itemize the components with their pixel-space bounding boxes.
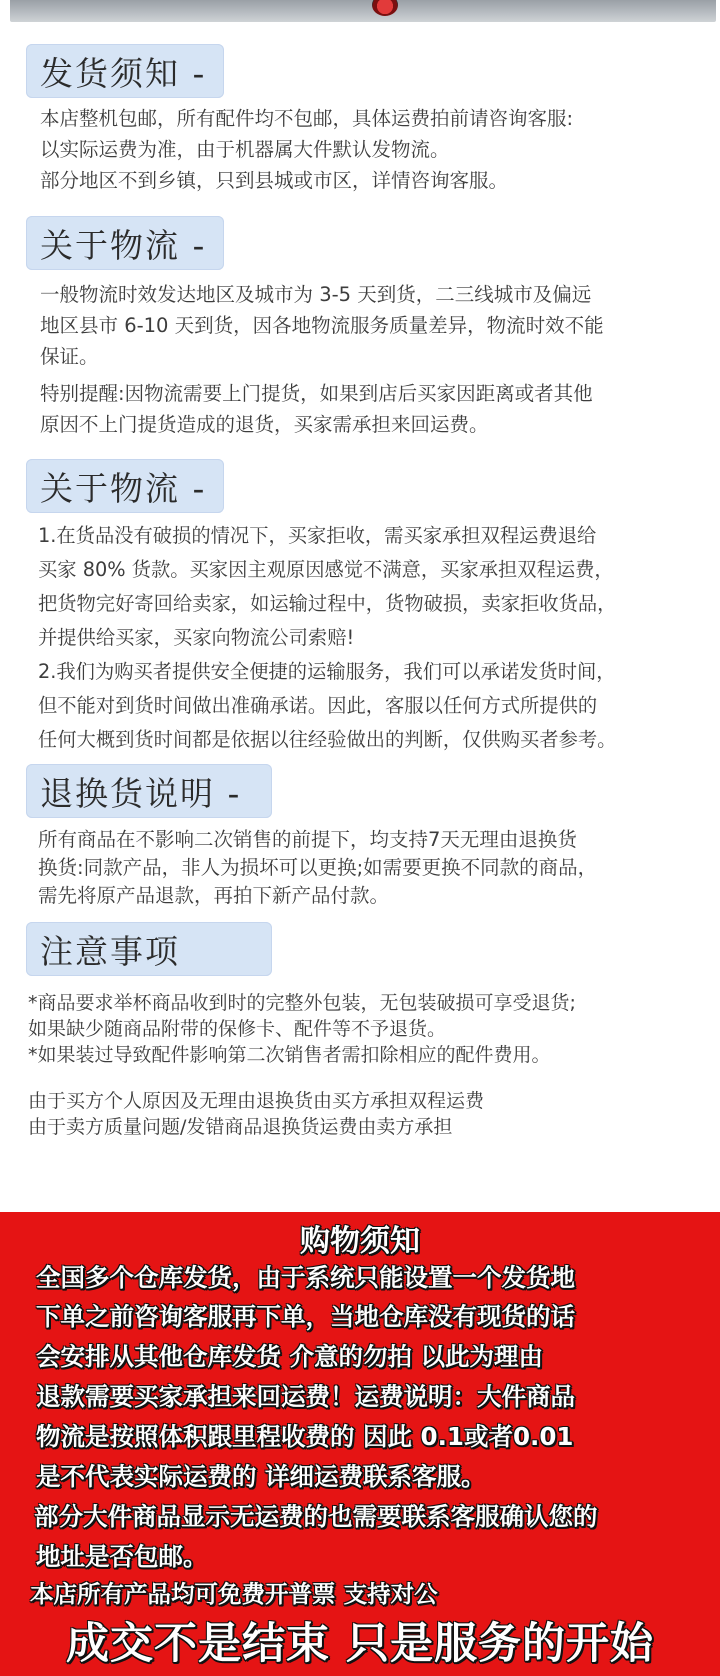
section-body-logistics-2 xyxy=(38,519,714,757)
section-body-shipping-notice xyxy=(40,103,700,196)
section-body-notes xyxy=(28,990,688,1068)
banner-slogan: 成交不是结束 只是服务的开始 xyxy=(66,1619,654,1669)
banner-line: 部分大件商品显示无运费的也需要联系客服确认您的 xyxy=(34,1502,598,1531)
text-line: 一般物流时效发达地区及城市为 3-5 天到货，二三线城市及偏远 xyxy=(40,283,592,306)
text-line: 保证。 xyxy=(40,345,99,368)
text-line: 由于买方个人原因及无理由退换货由买方承担双程运费 xyxy=(28,1090,485,1112)
text-line: 1.在货品没有破损的情况下，买家拒收，需买家承担双程运费退给 xyxy=(38,524,597,547)
banner-line: 退款需要买家承担来回运费！运费说明：大件商品 xyxy=(36,1382,575,1411)
text-line: 部分地区不到乡镇，只到县城或市区，详情咨询客服。 xyxy=(40,169,509,192)
text-line: 原因不上门提货造成的退货，买家需承担来回运费。 xyxy=(40,413,489,436)
product-photo-strip xyxy=(10,0,716,22)
shopping-notice-banner xyxy=(0,1212,720,1676)
text-line: 特别提醒:因物流需要上门提货，如果到店后买家因距离或者其他 xyxy=(40,382,593,405)
text-line: 如果缺少随商品附带的保修卡、配件等不予退货。 xyxy=(28,1018,447,1040)
section-body-logistics xyxy=(40,279,700,440)
text-line: 由于卖方质量问题/发错商品退换货运费由卖方承担 xyxy=(28,1116,453,1138)
section-notes-extra xyxy=(28,1088,688,1140)
section-header-shipping-notice xyxy=(26,44,224,98)
text-line: 但不能对到货时间做出准确承诺。因此，客服以任何方式所提供的 xyxy=(38,694,598,717)
banner-line: 物流是按照体积跟里程收费的 因此 0.1或者0.01 xyxy=(36,1422,574,1451)
banner-title: 购物须知 xyxy=(300,1224,420,1259)
text-line: 换货:同款产品，非人为损坏可以更换;如需要更换不同款的商品， xyxy=(38,856,598,879)
section-header-notes xyxy=(26,922,272,976)
section-title: 关于物流 - xyxy=(40,225,207,265)
text-line: 本店整机包邮，所有配件均不包邮，具体运费拍前请咨询客服: xyxy=(40,107,574,130)
banner-line: 是不代表实际运费的 详细运费联系客服。 xyxy=(36,1462,486,1491)
text-line: *如果装过导致配件影响第二次销售者需扣除相应的配件费用。 xyxy=(28,1044,551,1066)
text-line: 所有商品在不影响二次销售的前提下，均支持7天无理由退换货 xyxy=(38,828,577,851)
banner-line: 地址是否包邮。 xyxy=(36,1542,208,1571)
text-line: 需先将原产品退款，再拍下新产品付款。 xyxy=(38,884,390,907)
text-line: *商品要求举杯商品收到时的完整外包装，无包装破损可享受退货; xyxy=(28,992,576,1014)
banner-line: 全国多个仓库发货，由于系统只能设置一个发货地 xyxy=(36,1263,575,1292)
banner-line: 本店所有产品均可免费开普票 支持对公 xyxy=(30,1580,438,1608)
section-title: 关于物流 - xyxy=(40,468,207,508)
text-line: 任何大概到货时间都是依据以往经验做出的判断，仅供购买者参考。 xyxy=(38,728,617,751)
section-header-returns xyxy=(26,764,272,818)
text-line: 把货物完好寄回给卖家，如运输过程中，货物破损，卖家拒收货品， xyxy=(38,592,617,615)
section-header-logistics xyxy=(26,216,224,270)
text-line: 2.我们为购买者提供安全便捷的运输服务，我们可以承诺发货时间， xyxy=(38,660,616,683)
section-title: 注意事项 xyxy=(40,931,180,971)
text-line: 以实际运费为准，由于机器属大件默认发物流。 xyxy=(40,138,450,161)
section-title: 发货须知 - xyxy=(40,53,207,93)
text-line: 并提供给买家，买家向物流公司索赔! xyxy=(38,626,355,649)
text-line: 买家 80% 货款。买家因主观原因感觉不满意，买家承担双程运费， xyxy=(38,558,614,581)
red-wheel-graphic xyxy=(372,0,398,16)
text-line: 地区县市 6-10 天到货，因各地物流服务质量差异，物流时效不能 xyxy=(40,314,604,337)
banner-line: 会安排从其他仓库发货 介意的勿拍 以此为理由 xyxy=(36,1342,544,1371)
section-body-returns xyxy=(38,826,698,910)
section-header-logistics-2 xyxy=(26,459,224,513)
banner-line: 下单之前咨询客服再下单，当地仓库没有现货的话 xyxy=(36,1302,575,1331)
section-title: 退换货说明 - xyxy=(40,773,242,813)
